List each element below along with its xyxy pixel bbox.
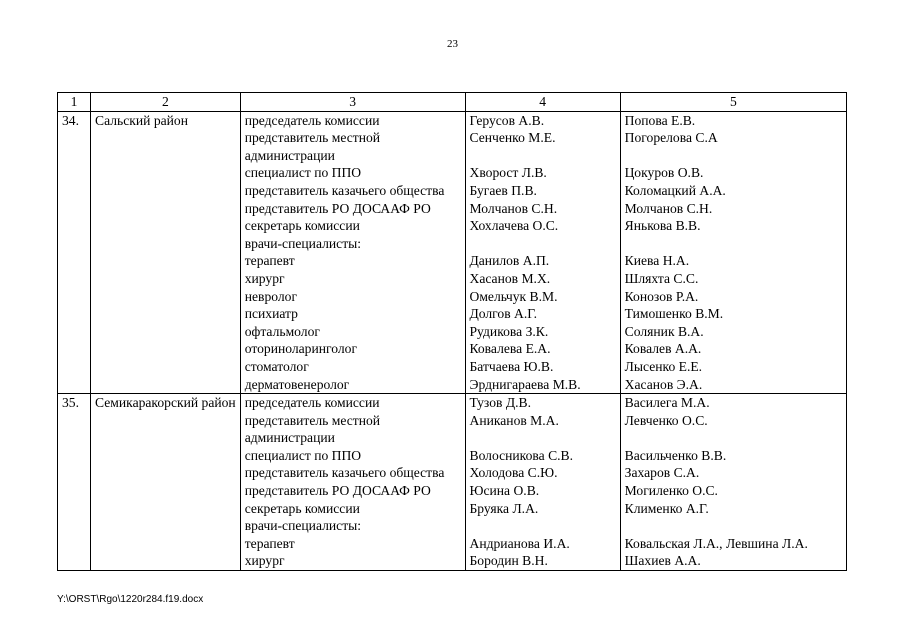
role-line: хирург (244, 553, 285, 569)
role-line: представитель казачьего общества (244, 465, 445, 481)
main-member-line: Хворост Л.В. (469, 165, 547, 181)
reserve-cell (620, 394, 846, 571)
main-member-line: Рудикова З.К. (469, 323, 549, 339)
reserve-member-line: Цокуров О.В. (624, 165, 704, 181)
reserve-member-line: Хасанов Э.А. (624, 376, 703, 392)
district-name: Семикаракорский район (91, 394, 241, 571)
header-col-3: 3 (240, 93, 465, 112)
reserve-member-line: Киева Н.А. (624, 253, 690, 269)
empty-line (470, 517, 616, 535)
empty-line (470, 147, 616, 165)
empty-line (625, 235, 842, 253)
reserve-member-line: Лысенко Е.Е. (624, 358, 703, 374)
role-line: хирург (244, 270, 285, 286)
role-line: администрации (244, 147, 335, 163)
role-line: специалист по ППО (244, 447, 362, 463)
main-member-line: Бруяка Л.А. (469, 500, 539, 516)
header-col-5: 5 (620, 93, 846, 112)
row-number: 34. (58, 111, 91, 394)
main-member-line: Хохлачева О.С. (469, 218, 559, 234)
header-col-4: 4 (465, 93, 620, 112)
main-member-line: Сенченко М.Е. (469, 130, 556, 146)
role-line: психиатр (244, 306, 298, 322)
reserve-member-line: Соляник В.А. (624, 323, 704, 339)
role-line: председатель комиссии (244, 395, 380, 411)
role-line: представитель местной (244, 412, 381, 428)
table-row (58, 394, 847, 571)
role-line: дерматовенеролог (244, 376, 350, 392)
reserve-member-line: Конозов Р.А. (624, 288, 699, 304)
reserve-member-line: Коломацкий А.А. (624, 182, 726, 198)
main-member-line: Волосникова С.В. (469, 447, 573, 463)
empty-line (625, 429, 842, 447)
role-line: офтальмолог (244, 323, 320, 339)
main-member-line: Юсина О.В. (469, 483, 540, 499)
page-number: 23 (447, 38, 458, 50)
reserve-member-line: Клименко А.Г. (624, 500, 709, 516)
main-member-line: Омельчук В.М. (469, 288, 558, 304)
reserve-member-line: Василега М.А. (624, 395, 710, 411)
main-member-line: Хасанов М.Х. (469, 270, 551, 286)
role-line: врачи-специалисты: (244, 235, 362, 251)
district-name: Сальский район (91, 111, 241, 394)
empty-line (470, 429, 616, 447)
reserve-member-line: Тимошенко В.М. (624, 306, 724, 322)
role-line: оториноларинголог (244, 341, 358, 357)
roles-cell (240, 394, 465, 571)
role-line: стоматолог (244, 358, 309, 374)
file-path-footer: Y:\ORST\Rgo\1220r284.f19.docx (57, 594, 204, 605)
reserve-member-line: Захаров С.А. (624, 465, 700, 481)
commission-table (57, 92, 847, 571)
main-member-line: Бугаев П.В. (469, 182, 537, 198)
reserve-member-line: Левченко О.С. (624, 412, 708, 428)
main-member-line: Аниканов М.А. (469, 412, 559, 428)
header-row (58, 93, 847, 112)
role-line: терапевт (244, 253, 295, 269)
main-member-line: Тузов Д.В. (469, 395, 531, 411)
main-member-line: Молчанов С.Н. (469, 200, 558, 216)
main-member-line: Данилов А.П. (469, 253, 550, 269)
reserve-member-line: Могиленко О.С. (624, 483, 718, 499)
reserve-cell (620, 111, 846, 394)
reserve-member-line: Ковальская Л.А., Левшина Л.А. (624, 535, 808, 551)
main-cell (465, 111, 620, 394)
role-line: секретарь комиссии (244, 218, 360, 234)
role-line: невролог (244, 288, 298, 304)
empty-line (625, 517, 842, 535)
header-col-2: 2 (91, 93, 241, 112)
empty-line (470, 235, 616, 253)
role-line: представитель РО ДОСААФ РО (244, 200, 431, 216)
role-line: терапевт (244, 535, 295, 551)
role-line: специалист по ППО (244, 165, 362, 181)
main-cell (465, 394, 620, 571)
role-line: администрации (244, 430, 335, 446)
role-line: представитель местной (244, 130, 381, 146)
main-member-line: Андрианова И.А. (469, 535, 570, 551)
main-member-line: Герусов А.В. (469, 112, 545, 128)
reserve-member-line: Молчанов С.Н. (624, 200, 713, 216)
row-number: 35. (58, 394, 91, 571)
role-line: представитель РО ДОСААФ РО (244, 483, 431, 499)
main-member-line: Долгов А.Г. (469, 306, 537, 322)
table-row (58, 111, 847, 394)
header-col-1: 1 (58, 93, 91, 112)
empty-line (625, 147, 842, 165)
reserve-member-line: Ковалев А.А. (624, 341, 702, 357)
reserve-member-line: Васильченко В.В. (624, 447, 727, 463)
reserve-member-line: Шляхта С.С. (624, 270, 699, 286)
role-line: представитель казачьего общества (244, 182, 445, 198)
role-line: врачи-специалисты: (244, 518, 362, 534)
main-member-line: Холодова С.Ю. (469, 465, 558, 481)
main-member-line: Бородин В.Н. (469, 553, 548, 569)
main-member-line: Ковалева Е.А. (469, 341, 551, 357)
reserve-member-line: Шахиев А.А. (624, 553, 701, 569)
role-line: секретарь комиссии (244, 500, 360, 516)
roles-cell (240, 111, 465, 394)
reserve-member-line: Погорелова С.А (624, 130, 718, 146)
reserve-member-line: Попова Е.В. (624, 112, 696, 128)
main-member-line: Эрднигараева М.В. (469, 376, 581, 392)
reserve-member-line: Янькова В.В. (624, 218, 701, 234)
main-member-line: Батчаева Ю.В. (469, 358, 554, 374)
role-line: председатель комиссии (244, 112, 380, 128)
